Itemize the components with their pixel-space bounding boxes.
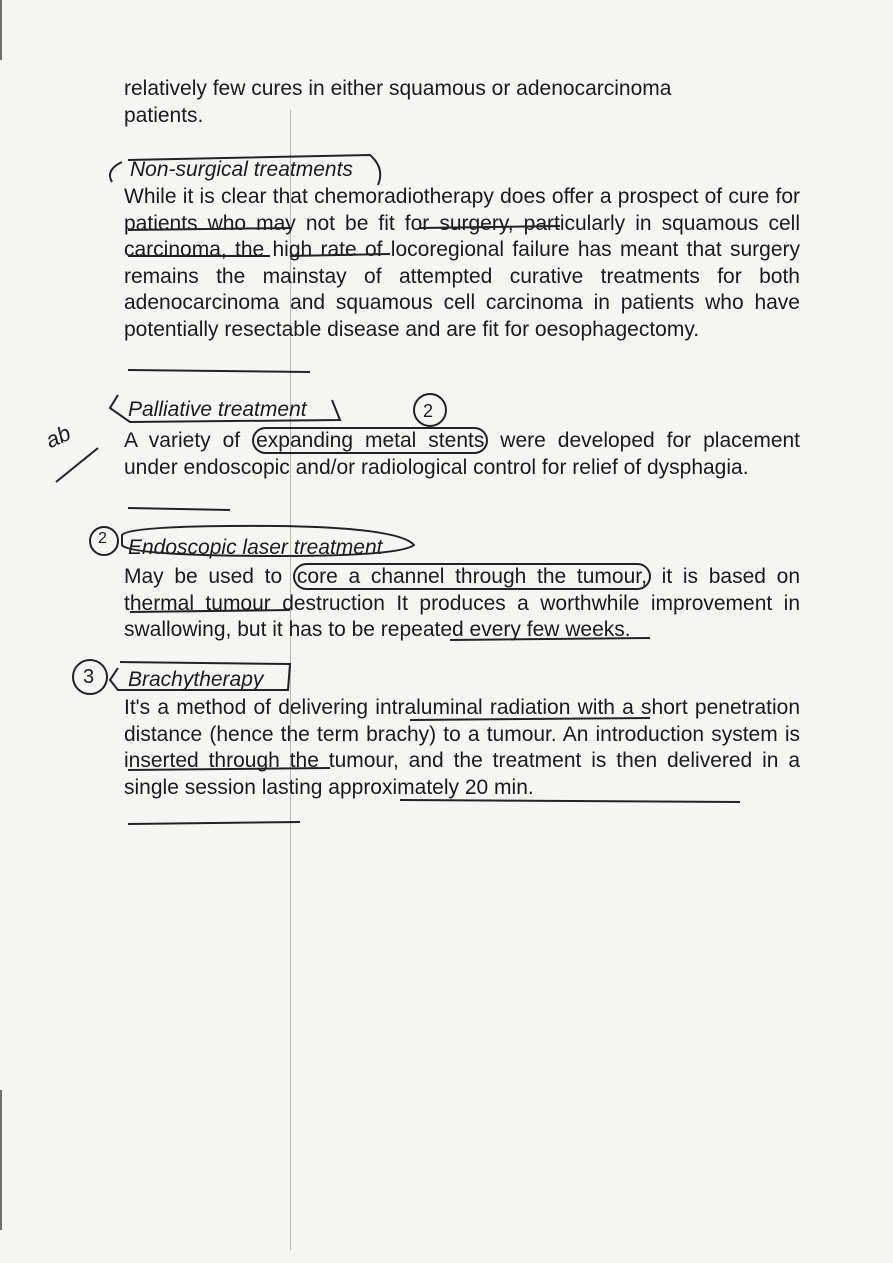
heading-non-surgical: Non-surgical treatments	[130, 158, 353, 181]
heading-box	[110, 662, 290, 690]
heading-bracket-left	[110, 162, 122, 182]
heading-palliative: Palliative treatment	[128, 398, 307, 421]
pen-underline	[420, 226, 560, 228]
palliative-circled-phrase: expanding metal stents	[252, 427, 488, 454]
margin-arrow	[56, 448, 98, 482]
laser-text-start: May be used to	[124, 565, 293, 588]
annotation-number-2-top: 2	[98, 530, 107, 547]
palliative-text-start: A variety of	[124, 429, 253, 452]
pen-underline	[128, 370, 310, 372]
annotation-number-2: 2	[423, 401, 434, 421]
pen-underline	[128, 768, 330, 770]
heading-endoscopic-laser: Endoscopic laser treatment	[128, 536, 383, 559]
heading-brachytherapy: Brachytherapy	[128, 668, 264, 691]
paragraph-brachytherapy: It's a method of delivering intraluminal radiation with a short penetration distance (hence the term brachy) to a tumour. An introduction system is inserted through the tumour, and the treatment is then delivered in a single session lasting approximately 20 min.	[124, 696, 800, 799]
heading-bracket-right	[128, 155, 380, 185]
heading-box	[110, 395, 340, 422]
continuation-line-2: patients.	[124, 103, 204, 127]
pen-underline	[130, 610, 290, 612]
continuation-line-1: relatively few cures in either squamous or adenocarcinoma	[124, 77, 672, 100]
pen-underline	[400, 800, 740, 802]
pen-underline	[128, 228, 290, 230]
pen-underline	[128, 822, 300, 824]
pen-underline	[450, 638, 650, 640]
pen-underline	[290, 254, 390, 256]
pen-underline	[410, 718, 650, 720]
annotation-number-3: 3	[83, 666, 95, 688]
paragraph-non-surgical: While it is clear that chemoradiotherapy does offer a prospect of cure for patients who may not be fit for surgery, particularly in squamous cell carcinoma, the high rate of locoregional failure has meant that surgery remains the mainstay of attempted curative treatments for both adenocarcinoma and squamous cell carcinoma in patients who have potentially resectable disease and are fit for oesophagectomy.	[124, 185, 800, 341]
annotation-margin-note: ab	[41, 420, 75, 454]
laser-text-end: it is based on thermal tumour destruction It produces a worthwhile improvement in swallowing, but it has to be repeated every few weeks.	[124, 565, 800, 641]
heading-oval	[122, 526, 414, 556]
palliative-text-end: were developed for placement under endoscopic and/or radiological control for relief of dysphagia.	[124, 429, 801, 479]
laser-circled-phrase: core a channel through the tumour,	[293, 563, 651, 590]
pen-underline	[128, 508, 230, 510]
